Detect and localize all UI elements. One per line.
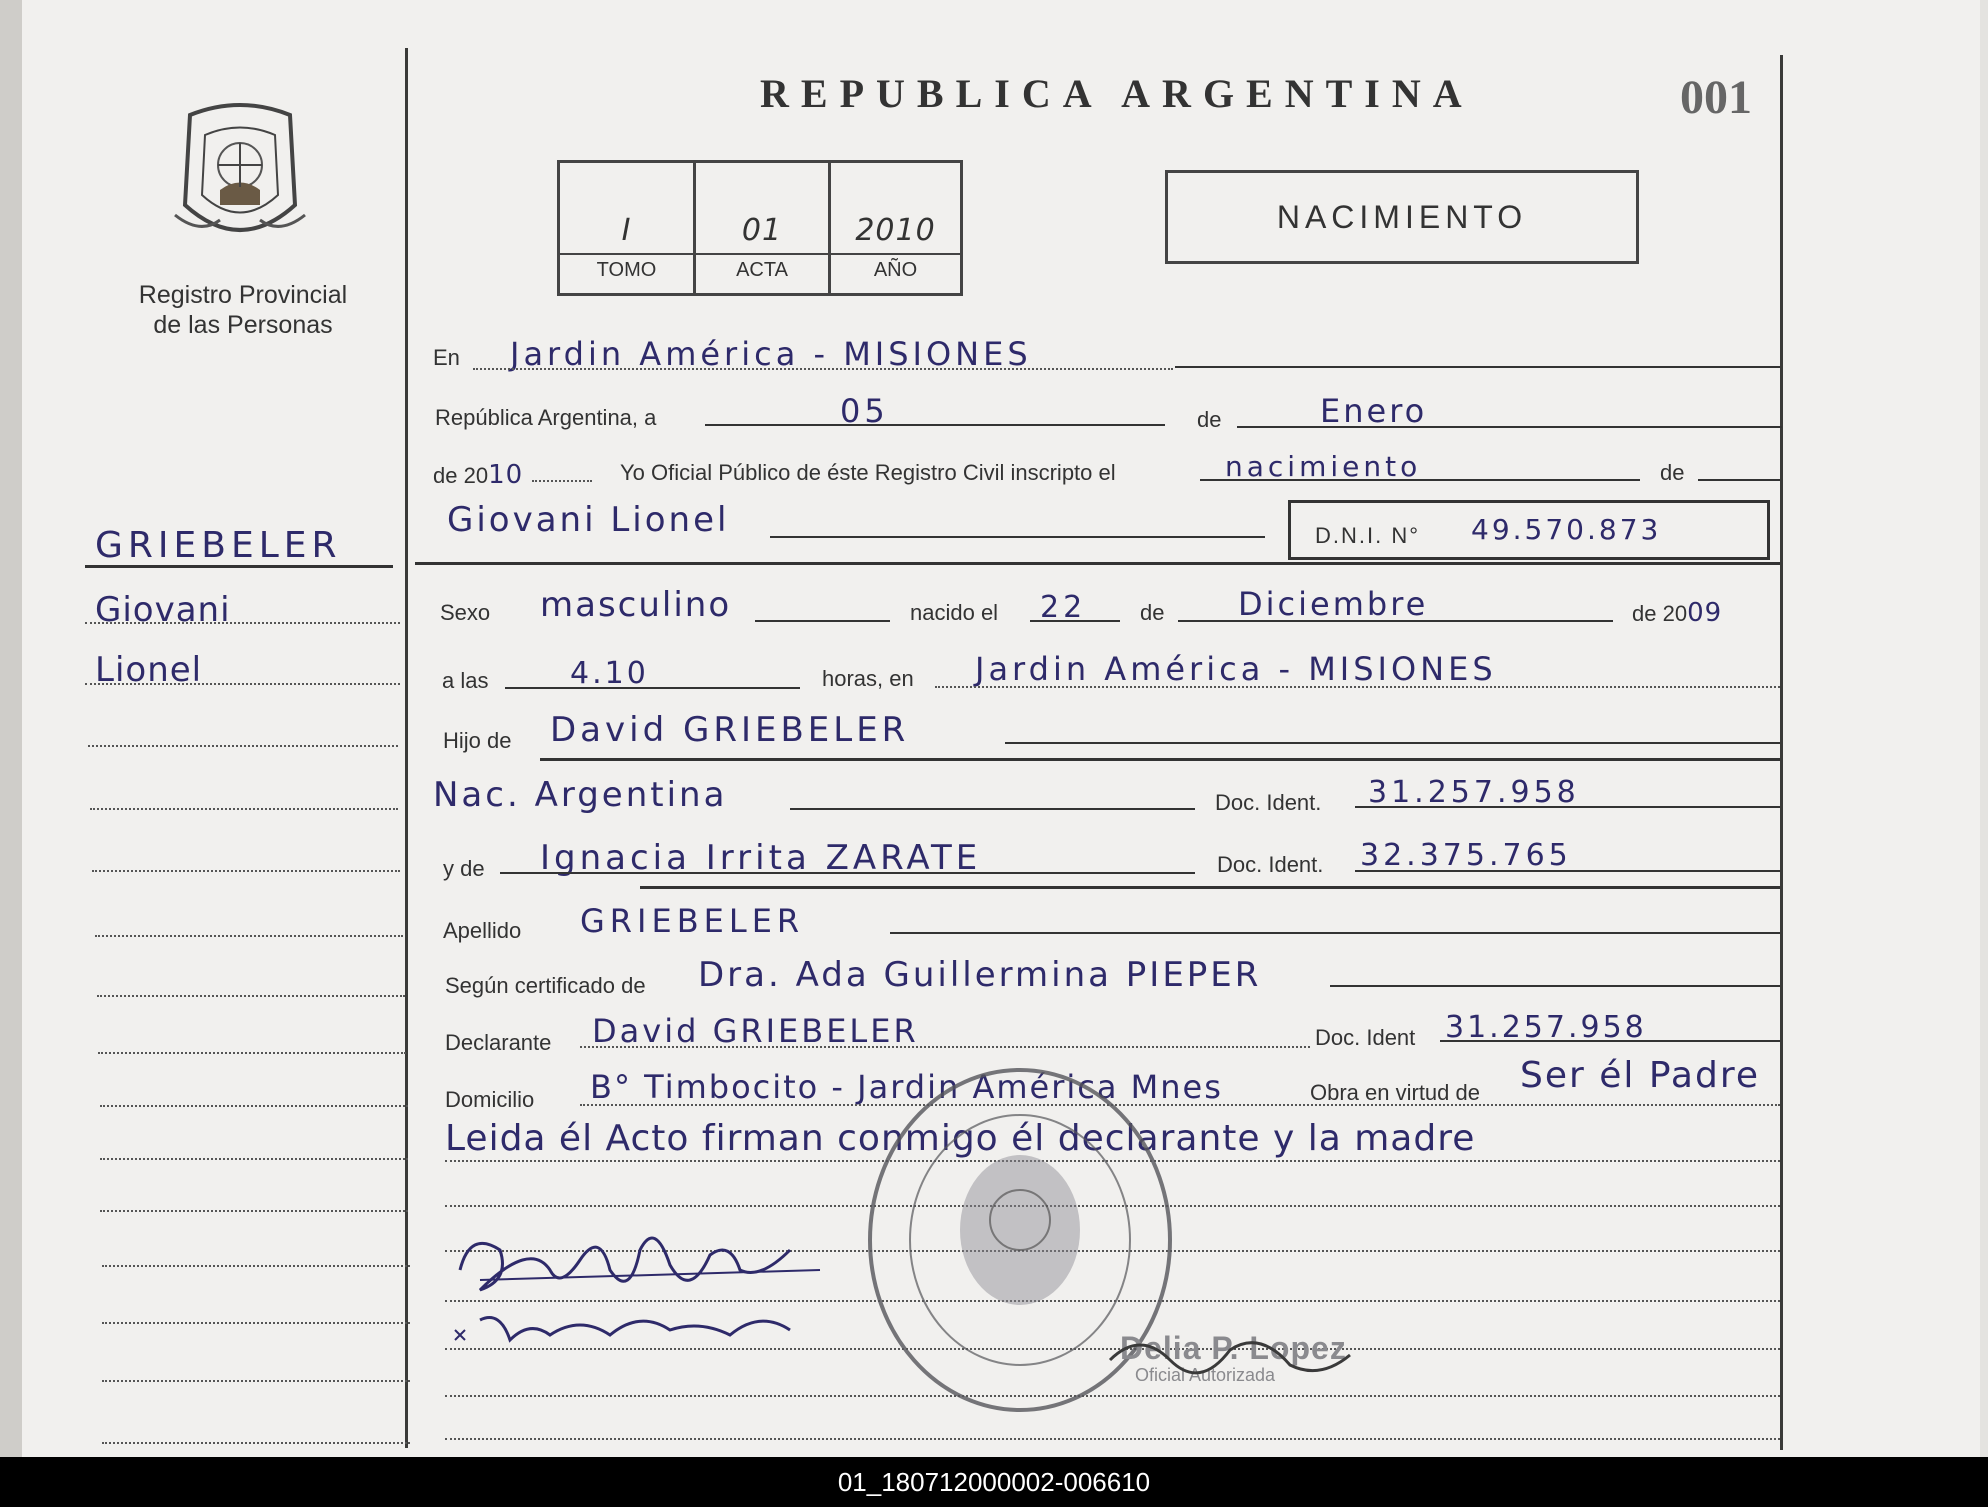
declarante-value: David GRIEBELER <box>592 1012 919 1050</box>
record-box <box>557 160 963 296</box>
birth-place-dots <box>935 686 1780 688</box>
margin-name-1: Giovani <box>95 590 231 630</box>
mother-doc: 32.375.765 <box>1360 838 1572 873</box>
child-name-rule <box>770 536 1265 538</box>
margin-line <box>95 935 403 937</box>
dni-value: 49.570.873 <box>1471 513 1662 546</box>
month-rule <box>1237 426 1782 428</box>
month-value: Enero <box>1320 392 1428 430</box>
official-name: Delia P. Lopez <box>1120 1330 1347 1366</box>
mother-underline <box>640 886 1780 889</box>
birth-year-suffix: 09 <box>1687 598 1723 628</box>
sexo-rule <box>755 620 890 622</box>
country-title: REPUBLICA ARGENTINA <box>760 71 1474 116</box>
margin-line <box>100 1158 408 1160</box>
alas-label: a las <box>442 668 489 693</box>
margin-line <box>100 1210 408 1212</box>
birth-month-rule <box>1178 620 1613 622</box>
ano-value: 2010 <box>855 213 936 248</box>
section-rule <box>415 562 1780 565</box>
nacido-label: nacido el <box>910 600 999 625</box>
birth-day-rule <box>1030 620 1120 622</box>
mother-name: Ignacia Irrita ZARATE <box>540 838 982 878</box>
de-label-3: de <box>1140 600 1165 625</box>
birth-year-prefix: de 20 <box>1632 601 1688 626</box>
year-suffix: 10 <box>488 460 524 490</box>
ano-label: AÑO <box>873 259 918 281</box>
margin-surname-rule <box>85 565 393 568</box>
domicilio-value: B° Timbocito - Jardin América Mnes <box>590 1068 1223 1106</box>
horas-label: horas, en <box>822 666 914 691</box>
year-prefix: de 20 <box>433 463 489 488</box>
child-name: Giovani Lionel <box>447 500 730 540</box>
sexo-value: masculino <box>540 585 732 625</box>
declarante-doc-rule <box>1440 1040 1780 1042</box>
tomo-value: I <box>621 213 632 248</box>
father-name: David GRIEBELER <box>550 710 910 750</box>
father-rule <box>1005 742 1780 744</box>
provincial-seal-icon <box>160 95 320 255</box>
margin-line <box>85 622 400 624</box>
margin-line <box>88 745 398 747</box>
image-id-footer: 01_180712000002-006610 <box>0 1457 1988 1507</box>
hijo-label: Hijo de <box>443 728 512 753</box>
margin-line <box>90 808 398 810</box>
margin-name-2: Lionel <box>95 650 203 690</box>
en-label: En <box>433 345 460 370</box>
obra-value: Ser él Padre <box>1520 1055 1760 1096</box>
inscripto-value: nacimiento <box>1225 450 1422 483</box>
oficial-text: Yo Oficial Público de éste Registro Civil inscripto el <box>620 460 1116 485</box>
folio-number: 001 <box>1680 71 1752 124</box>
nac-rule <box>790 808 1195 810</box>
declarante-label: Declarante <box>445 1030 552 1055</box>
hour-value: 4.10 <box>570 656 649 691</box>
de-label-2: de <box>1660 460 1685 485</box>
en-value: Jardin América - MISIONES <box>510 335 1032 373</box>
birth-year <box>1632 598 1722 628</box>
margin-line <box>100 1105 408 1107</box>
doc-label-2: Doc. Ident. <box>1217 852 1324 877</box>
margin-line <box>97 995 405 997</box>
nac-value: Nac. Argentina <box>433 775 728 815</box>
form-left-rule <box>405 48 408 1448</box>
blank-line <box>445 1438 1780 1440</box>
yde-label: y de <box>443 856 485 881</box>
domicilio-label: Domicilio <box>445 1087 535 1112</box>
apellido-label: Apellido <box>443 918 522 943</box>
doc-label: Doc. Ident. <box>1215 790 1322 815</box>
birth-day: 22 <box>1040 590 1087 625</box>
margin-line <box>102 1380 410 1382</box>
mother-doc-rule <box>1355 870 1780 872</box>
acta-value: 01 <box>741 213 783 248</box>
registry-line-2: de las Personas <box>153 311 333 339</box>
day-rule <box>705 424 1165 426</box>
declarante-doc: 31.257.958 <box>1445 1010 1647 1045</box>
registry-name <box>108 280 378 340</box>
leida-text: Leida él Acto firman conmigo él declarante y la madre <box>445 1118 1476 1159</box>
binding-edge <box>0 0 22 1457</box>
certificado-rule <box>1330 985 1780 987</box>
doc-label-3: Doc. Ident <box>1315 1025 1416 1050</box>
record-type-box: NACIMIENTO <box>1165 170 1639 264</box>
year-dots <box>532 480 592 482</box>
apellido-value: GRIEBELER <box>580 902 805 940</box>
day-value: 05 <box>840 392 889 430</box>
margin-line <box>102 1322 410 1324</box>
official-signature-icon <box>1100 1320 1360 1400</box>
acta-label: ACTA <box>736 259 788 281</box>
margin-line <box>92 870 400 872</box>
mother-rule <box>500 872 1195 874</box>
de-label: de <box>1197 407 1222 432</box>
tomo-label: TOMO <box>596 259 657 281</box>
birth-month: Diciembre <box>1238 585 1429 623</box>
segun-label: Según certificado de <box>445 973 646 998</box>
margin-line <box>102 1265 410 1267</box>
father-doc: 31.257.958 <box>1368 775 1580 810</box>
hour-rule <box>505 687 800 689</box>
de-rule <box>1698 479 1780 481</box>
sexo-label: Sexo <box>440 600 491 625</box>
margin-surname: GRIEBELER <box>95 525 342 566</box>
certificado-value: Dra. Ada Guillermina PIEPER <box>698 955 1262 995</box>
margin-line <box>102 1442 410 1444</box>
domicilio-dots <box>580 1104 1780 1106</box>
inscripto-rule <box>1200 479 1640 481</box>
dni-box <box>1288 500 1770 560</box>
apellido-rule <box>890 932 1780 934</box>
year-line <box>433 460 523 490</box>
margin-line <box>85 683 400 685</box>
father-underline <box>540 758 1780 761</box>
en-rule <box>1175 366 1780 368</box>
official-role: Oficial Autorizada <box>1135 1365 1276 1385</box>
registry-line-1: Registro Provincial <box>138 281 348 309</box>
birth-place: Jardin América - MISIONES <box>975 650 1497 688</box>
en-dots <box>473 368 1173 370</box>
signatures-image <box>440 1210 840 1360</box>
republica-label: República Argentina, a <box>435 405 657 430</box>
margin-line <box>98 1052 406 1054</box>
father-doc-rule <box>1355 806 1780 808</box>
obra-label: Obra en virtud de <box>1310 1080 1480 1105</box>
dni-label: D.N.I. N° <box>1315 523 1421 548</box>
form-right-rule <box>1780 55 1783 1450</box>
declarante-dots <box>580 1046 1310 1048</box>
